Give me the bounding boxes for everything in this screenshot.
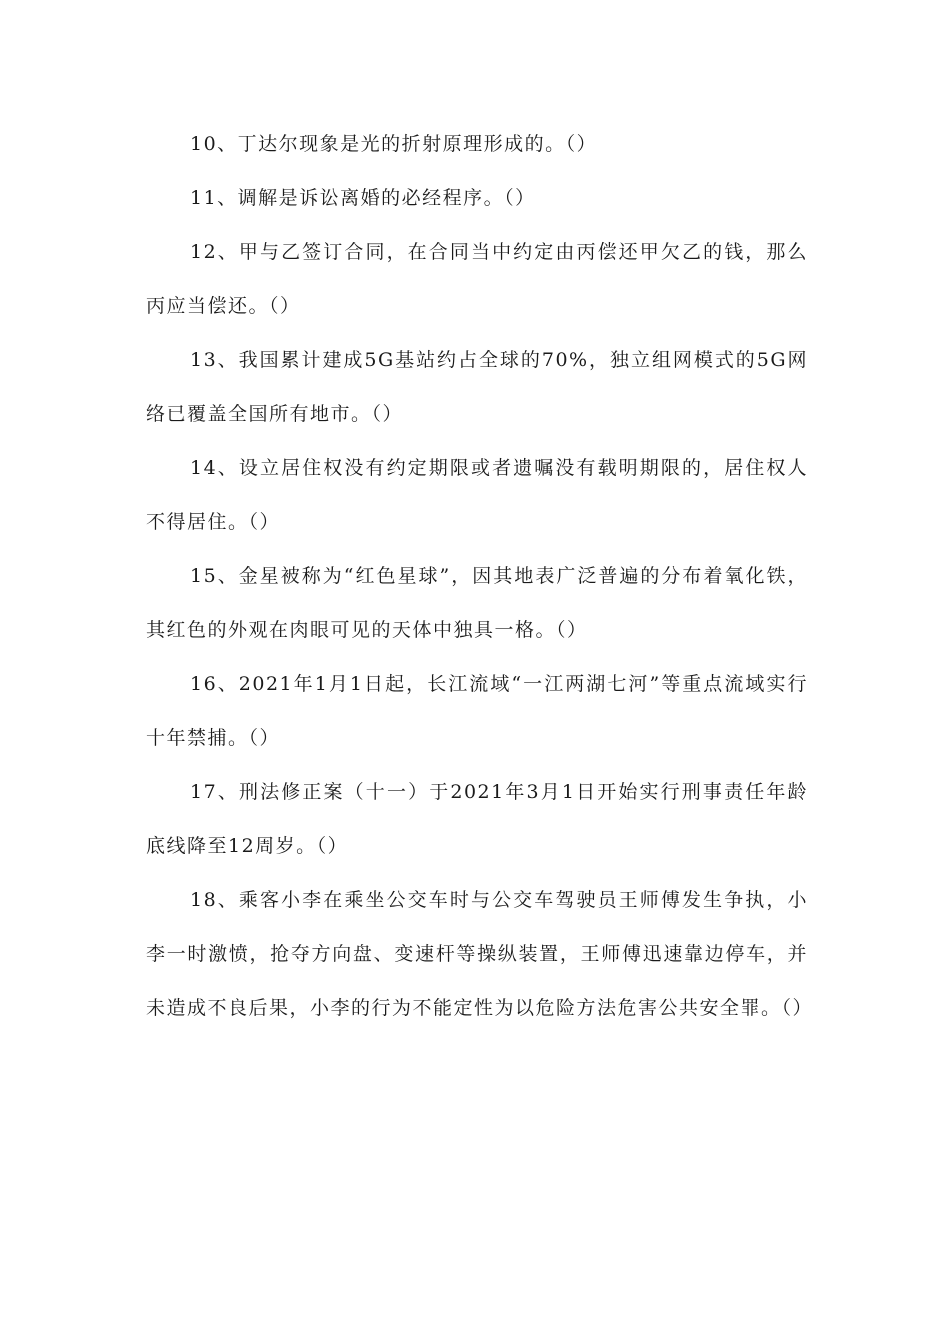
question-12: 12、甲与乙签订合同，在合同当中约定由丙偿还甲欠乙的钱，那么丙应当偿还。（） xyxy=(146,241,808,317)
question-10: 10、丁达尔现象是光的折射原理形成的。（） xyxy=(190,133,598,155)
question-list xyxy=(146,129,814,1047)
question-15: 15、金星被称为“红色星球”，因其地表广泛普遍的分布着氧化铁，其红色的外观在肉眼可见的天体中独具一格。（） xyxy=(146,565,808,641)
question-14: 14、设立居住权没有约定期限或者遗嘱没有载明期限的，居住权人不得居住。（） xyxy=(146,457,808,533)
question-16: 16、2021年1月1日起，长江流域“一江两湖七河”等重点流域实行十年禁捕。（） xyxy=(146,673,808,749)
question-13: 13、我国累计建成5G基站约占全球的70%，独立组网模式的5G网络已覆盖全国所有地市。（） xyxy=(146,349,808,425)
question-18: 18、乘客小李在乘坐公交车时与公交车驾驶员王师傅发生争执，小李一时激愤，抢夺方向盘、变速杆等操纵装置，王师傅迅速靠边停车，并未造成不良后果，小李的行为不能定性为以危险方法危害公共安全罪。（） xyxy=(146,889,814,1019)
question-11: 11、调解是诉讼离婚的必经程序。（） xyxy=(190,187,536,209)
question-17: 17、刑法修正案（十一）于2021年3月1日开始实行刑事责任年龄底线降至12周岁。（） xyxy=(146,781,808,857)
